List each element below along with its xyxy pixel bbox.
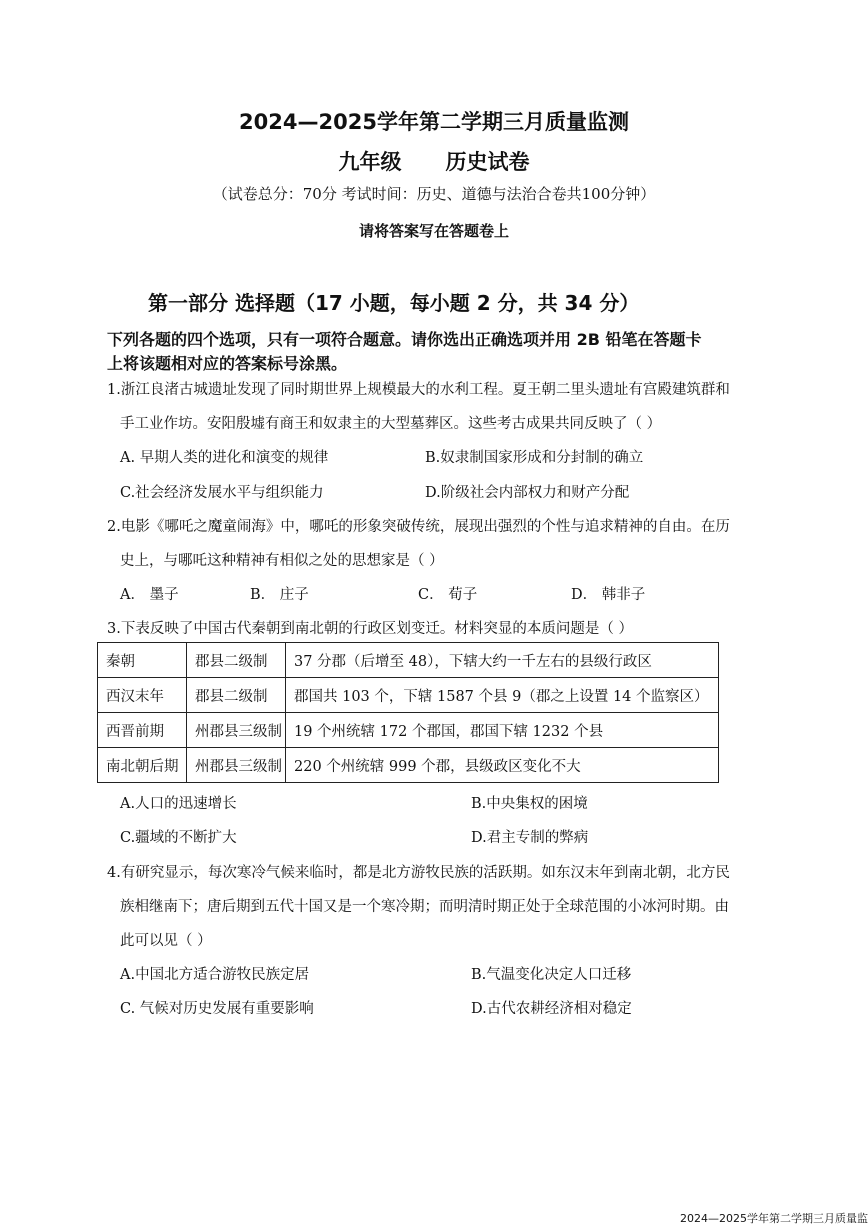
question-4-stem: 此可以见（ ） xyxy=(120,933,212,949)
question-3-option-a: A.人口的迅速增长 xyxy=(120,796,237,812)
question-4-option-c: C. 气候对历史发展有重要影响 xyxy=(120,1001,314,1017)
table-cell: 郡县二级制 xyxy=(187,678,286,713)
table-cell: 州郡县三级制 xyxy=(187,713,286,748)
table-row xyxy=(98,678,719,713)
question-4-option-a: A.中国北方适合游牧民族定居 xyxy=(120,967,310,983)
question-4-stem: 4.有研究显示，每次寒冷气候来临时，都是北方游牧民族的活跃期。如东汉末年到南北朝，北方民 xyxy=(107,865,730,881)
question-4-option-d: D.古代农耕经济相对稳定 xyxy=(471,1001,632,1017)
table-cell: 220 个州统辖 999 个郡，县级政区变化不大 xyxy=(286,748,719,783)
table-cell: 秦朝 xyxy=(98,643,187,678)
page-title: 2024—2025学年第二学期三月质量监测 xyxy=(239,110,629,134)
question-3-option-c: C.疆域的不断扩大 xyxy=(120,830,237,846)
administrative-division-table xyxy=(97,642,719,783)
table-cell: 州郡县三级制 xyxy=(187,748,286,783)
table-cell: 37 分郡（后增至 48），下辖大约一千左右的县级行政区 xyxy=(286,643,719,678)
table-cell: 南北朝后期 xyxy=(98,748,187,783)
subject-label: 历史试卷 xyxy=(445,150,530,174)
question-1-stem: 手工业作坊。安阳殷墟有商王和奴隶主的大型墓葬区。这些考古成果共同反映了（ ） xyxy=(120,416,662,432)
question-2-stem: 2.电影《哪吒之魔童闹海》中，哪吒的形象突破传统，展现出强烈的个性与追求精神的自由。在历 xyxy=(107,519,730,535)
table-cell: 19 个州统辖 172 个郡国，郡国下辖 1232 个县 xyxy=(286,713,719,748)
table-cell: 西晋前期 xyxy=(98,713,187,748)
answer-notice: 请将答案写在答题卷上 xyxy=(358,222,509,240)
question-3-stem: 3.下表反映了中国古代秦朝到南北朝的行政区划变迁。材料突显的本质问题是（ ） xyxy=(107,621,633,637)
grade-subject-title xyxy=(0,146,868,176)
table-row xyxy=(98,748,719,783)
question-2-option-c: C． 荀子 xyxy=(418,587,478,603)
table-row xyxy=(98,643,719,678)
table-cell: 西汉末年 xyxy=(98,678,187,713)
instruction-line: 下列各题的四个选项，只有一项符合题意。请你选出正确选项并用 2B 铅笔在答题卡 xyxy=(107,330,702,349)
question-2-option-b: B． 庄子 xyxy=(250,587,309,603)
question-1-option-c: C.社会经济发展水平与组织能力 xyxy=(120,485,324,501)
table-row xyxy=(98,713,719,748)
section-heading: 第一部分 选择题（17 小题，每小题 2 分，共 34 分） xyxy=(148,291,640,315)
instruction-line: 上将该题相对应的答案标号涂黑。 xyxy=(107,354,348,373)
question-4-option-b: B.气温变化决定人口迁移 xyxy=(471,967,632,983)
table-cell: 郡县二级制 xyxy=(187,643,286,678)
question-1-option-a: A. 早期人类的进化和演变的规律 xyxy=(120,450,329,466)
question-2-option-d: D． 韩非子 xyxy=(571,587,646,603)
question-2-option-a: A． 墨子 xyxy=(120,587,179,603)
question-1-stem: 1.浙江良渚古城遗址发现了同时期世界上规模最大的水利工程。夏王朝二里头遗址有宫殿建筑群和 xyxy=(107,382,730,398)
question-1-option-b: B.奴隶制国家形成和分封制的确立 xyxy=(425,450,644,466)
page-footer: 2024—2025学年第二学期三月质量监 xyxy=(680,1212,868,1225)
question-4-stem: 族相继南下；唐后期到五代十国又是一个寒冷期；而明清时期正处于全球范围的小冰河时期。由 xyxy=(120,899,729,915)
table-cell: 郡国共 103 个，下辖 1587 个县 9（郡之上设置 14 个监察区） xyxy=(286,678,719,713)
exam-info: （试卷总分：70分 考试时间：历史、道德与法治合卷共100分钟） xyxy=(212,185,656,203)
question-3-option-b: B.中央集权的困境 xyxy=(471,796,588,812)
question-1-option-d: D.阶级社会内部权力和财产分配 xyxy=(425,485,630,501)
question-2-stem: 史上，与哪吒这种精神有相似之处的思想家是（ ） xyxy=(120,553,444,569)
question-3-option-d: D.君主专制的弊病 xyxy=(471,830,589,846)
grade-label: 九年级 xyxy=(338,150,402,174)
